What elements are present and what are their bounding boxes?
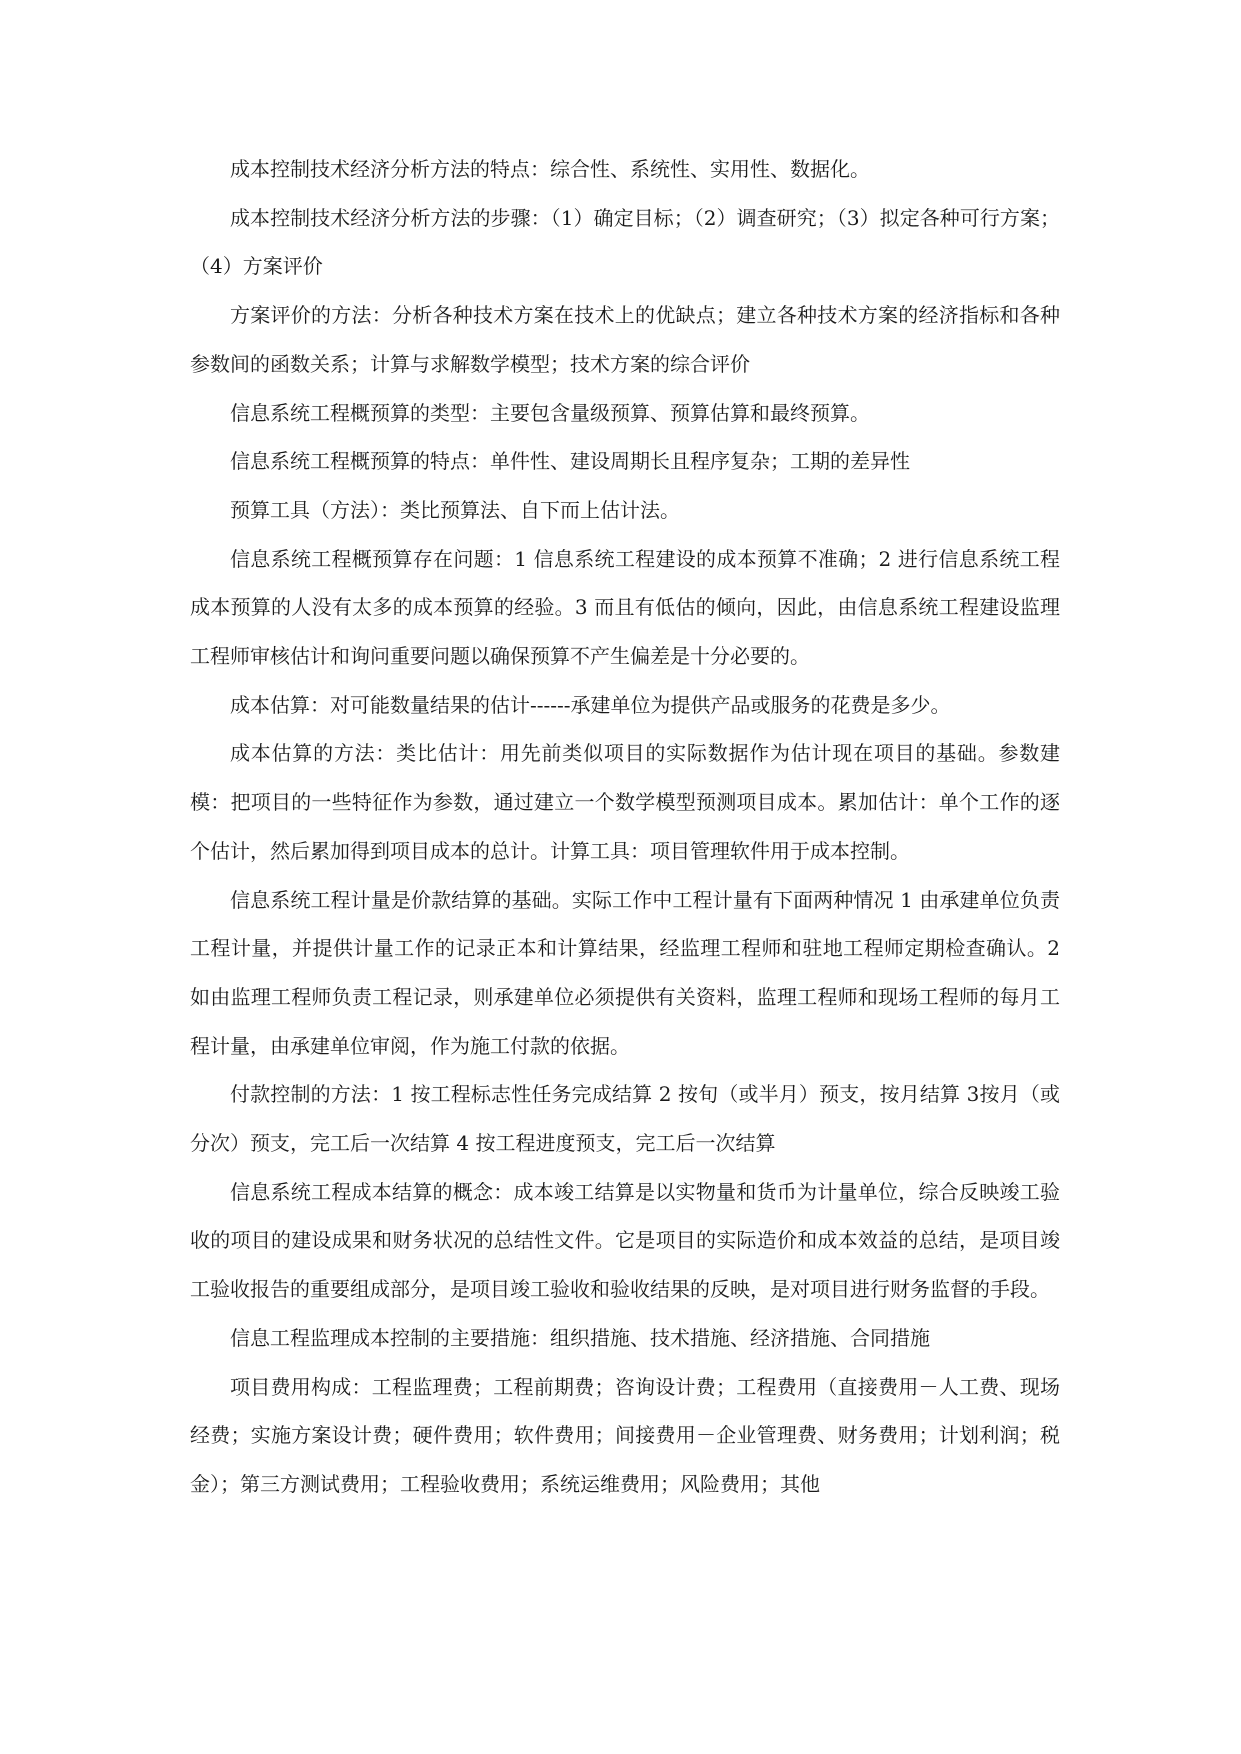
paragraph-cost-composition: 项目费用构成：工程监理费；工程前期费；咨询设计费；工程费用（直接费用－人工费、现场经费；实施方案设计费；硬件费用；软件费用；间接费用－企业管理费、财务费用；计划利润；税金）；第三方测试费用；工程验收费用；系统运维费用；风险费用；其他 — [190, 1374, 1060, 1496]
document-page — [190, 145, 1060, 1509]
paragraph-analysis-steps: 成本控制技术经济分析方法的步骤：（1）确定目标；（2）调查研究；（3）拟定各种可行方案；（4）方案评价 — [190, 205, 1060, 279]
paragraph-budget-problems: 信息系统工程概预算存在问题：1 信息系统工程建设的成本预算不准确；2 进行信息系统工程成本预算的人没有太多的成本预算的经验。3 而且有低估的倾向，因此，由信息系统工程建设监理工程师审核估计和询问重要问题以确保预算不产生偏差是十分必要的。 — [190, 546, 1060, 669]
paragraph-budget-tools: 预算工具（方法）：类比预算法、自下而上估计法。 — [230, 497, 680, 522]
paragraph-settlement-concept: 信息系统工程成本结算的概念：成本竣工结算是以实物量和货币为计量单位，综合反映竣工验收的项目的建设成果和财务状况的总结性文件。它是项目的实际造价和成本效益的总结，是项目竣工验收报告的重要组成部分，是项目竣工验收和验收结果的反映，是对项目进行财务监督的手段。 — [190, 1179, 1060, 1302]
paragraph-budget-features: 信息系统工程概预算的特点：单件性、建设周期长且程序复杂；工期的差异性 — [230, 449, 910, 474]
paragraph-estimate-methods: 成本估算的方法：类比估计：用先前类似项目的实际数据作为估计现在项目的基础。参数建模：把项目的一些特征作为参数，通过建立一个数学模型预测项目成本。累加估计：单个工作的逐个估计，然后累加得到项目成本的总计。计算工具：项目管理软件用于成本控制。 — [190, 741, 1060, 863]
paragraph-cost-estimate: 成本估算：对可能数量结果的估计------承建单位为提供产品或服务的花费是多少。 — [230, 692, 951, 717]
paragraph-measurement: 信息系统工程计量是价款结算的基础。实际工作中工程计量有下面两种情况 1 由承建单位负责工程计量，并提供计量工作的记录正本和计算结果，经监理工程师和驻地工程师定期检查确认。2 如由监理工程师负责工程记录，则承建单位必须提供有关资料，监理工程师和现场工程师的每月工程计量，由承建单位审阅，作为施工付款的依据。 — [190, 887, 1060, 1058]
paragraph-analysis-features: 成本控制技术经济分析方法的特点：综合性、系统性、实用性、数据化。 — [230, 157, 870, 181]
paragraph-payment-control: 付款控制的方法：1 按工程标志性任务完成结算 2 按旬（或半月）预支，按月结算 3按月（或分次）预支，完工后一次结算 4 按工程进度预支，完工后一次结算 — [190, 1082, 1060, 1156]
paragraph-control-measures: 信息工程监理成本控制的主要措施：组织措施、技术措施、经济措施、合同措施 — [230, 1325, 930, 1350]
paragraph-budget-types: 信息系统工程概预算的类型：主要包含量级预算、预算估算和最终预算。 — [230, 400, 870, 425]
paragraph-evaluation-methods: 方案评价的方法：分析各种技术方案在技术上的优缺点；建立各种技术方案的经济指标和各种参数间的函数关系；计算与求解数学模型；技术方案的综合评价 — [190, 303, 1060, 376]
